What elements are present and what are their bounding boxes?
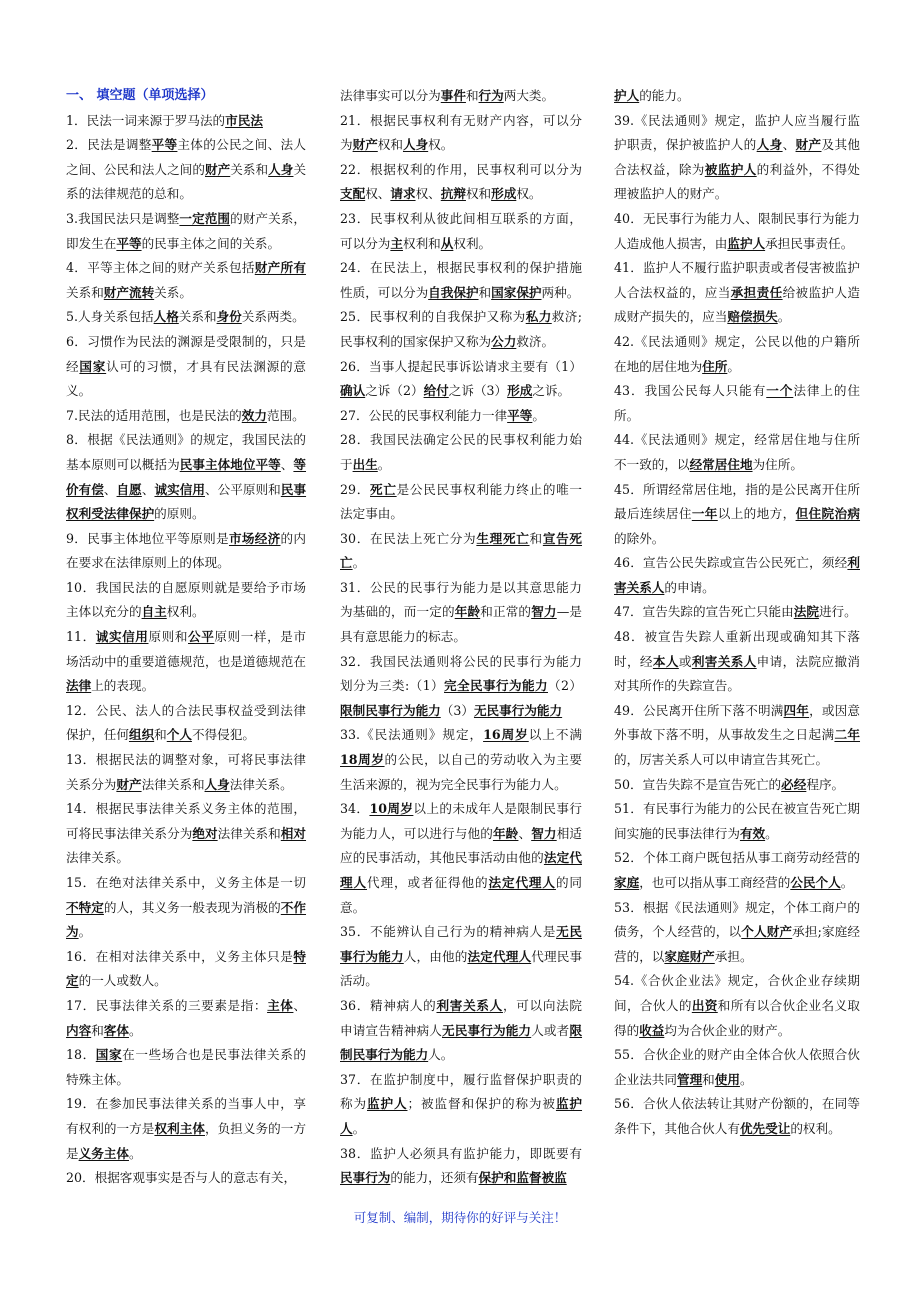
- answer-term: 人身: [402, 137, 429, 153]
- question-item: 55．合伙企业的财产由全体合伙人依照合伙企业法共同管理和使用。: [614, 1047, 860, 1087]
- question-item: 26．当事人提起民事诉讼请求主要有（1）确认之诉（2）给付之诉（3）形成之诉。: [340, 358, 582, 399]
- question-item: 25．民事权利的自我保护又称为私力救济;民事权利的国家保护又称为公力救济。: [340, 309, 583, 349]
- answer-term: 不作为: [66, 899, 307, 940]
- answer-term: 监护人: [367, 1096, 408, 1112]
- answer-term: 人身: [268, 161, 294, 177]
- question-item: 51．有民事行为能力的公民在被宣告死亡期间实施的民事法律行为有效。: [614, 801, 860, 841]
- answer-term: 死亡: [370, 481, 397, 497]
- question-item: 37．在监护制度中，履行监督保护职责的称为监护人；被监督和保护的称为被监护人。: [340, 1071, 583, 1136]
- question-item: 52．个体工商户既包括从事工商劳动经营的家庭，也可以指从事工商经营的公民个人。: [614, 850, 860, 890]
- answer-term: 形成: [507, 383, 533, 399]
- answer-term: 法定代理人: [488, 875, 556, 890]
- answer-term: 法院: [793, 604, 819, 620]
- question-item: 34．10周岁以上的未成年人是限制民事行为能力人，可以进行与他的年龄、智力相适应的民事活动，其他民事活动由他的法定代理人代理，或者征得他的法定代理人的同意。: [340, 801, 583, 915]
- answer-term: 主体: [267, 997, 294, 1013]
- answer-term: 抗辩: [440, 186, 466, 202]
- answer-term: 出生: [352, 456, 378, 472]
- question-item: 49．公民离开住所下落不明满四年，或因意外事故下落不明，从事故发生之日起满二年的，厉害关系人可以申请宣告其死亡。: [614, 702, 861, 768]
- answer-term: 监护人: [727, 235, 766, 251]
- answer-term: 客体: [103, 1022, 129, 1038]
- question-item: 31．公民的民事行为能力是以其意思能力为基础的，而一定的年龄和正常的智力—是具有意思能力的标志。: [340, 579, 583, 645]
- answer-term: 不特定: [66, 899, 104, 915]
- answer-term: 国家: [95, 1047, 123, 1063]
- answer-term: 管理: [676, 1071, 703, 1087]
- question-item: 18．国家在一些场合也是民事法律关系的特殊主体。: [66, 1047, 307, 1087]
- answer-term: 行为: [478, 88, 504, 103]
- answer-term: 等价有偿: [66, 456, 307, 497]
- question-item: 22．根据权利的作用，民事权利可以分为支配权、请求权、抗辩权和形成权。: [340, 161, 582, 202]
- answer-term: 市场经济: [228, 530, 281, 546]
- question-item: 30．在民法上死亡分为生理死亡和宣告死亡。: [340, 530, 583, 571]
- question-item: 43．我国公民每人只能有一个法律上的住所。: [614, 383, 861, 423]
- question-item: 38．监护人必须具有监护能力，即既要有民事行为的能力，还须有保护和监督被监: [340, 1145, 582, 1186]
- question-item: 7.民法的适用范围，也是民法的效力范围。: [66, 407, 305, 423]
- answer-term: 人身: [756, 137, 783, 153]
- column-1-items: [66, 109, 306, 1191]
- answer-term: 个人: [166, 727, 192, 743]
- question-item: 13．根据民法的调整对象，可将民事法律关系分为财产法律关系和人身法律关系。: [66, 752, 306, 792]
- answer-term: 财产: [795, 137, 822, 153]
- answer-term: 使用: [714, 1071, 740, 1087]
- answer-term: 法定代理人: [340, 850, 583, 890]
- question-item: 20．根据客观事实是否与人的意志有关，: [66, 1170, 297, 1186]
- column-3: [614, 84, 860, 1142]
- answer-term: 主: [390, 235, 403, 251]
- question-item: 46．宣告公民失踪或宣告公民死亡，须经利害关系人的申请。: [614, 555, 860, 595]
- question-item: 19．在参加民事法律关系的当事人中，享有权利的一方是权利主体，负担义务的一方是义务主体。: [66, 1096, 307, 1161]
- question-item: 14．根据民事法律关系义务主体的范围，可将民事法律关系分为绝对法律关系和相对法律关系。: [66, 801, 307, 866]
- question-item: 2．民法是调整平等主体的公民之间、法人之间、公民和法人之间的财产关系和人身关系的法律规范的总和。: [66, 137, 307, 202]
- answer-term: 监护人: [340, 1096, 583, 1136]
- question-item: 5.人身关系包括人格关系和身份关系两类。: [66, 309, 305, 325]
- question-item: 35．不能辨认自己行为的精神病人是无民事行为能力人，由他的法定代理人代理民事活动。: [340, 924, 583, 989]
- answer-term: 绝对: [192, 825, 218, 841]
- question-item: 40．无民事行为能力人、限制民事行为能力人造成他人损害，由监护人承担民事责任。: [614, 210, 860, 251]
- answer-term: 18周岁: [340, 752, 385, 768]
- answer-term: 智力: [531, 825, 557, 841]
- question-item: 39.《民法通则》规定，监护人应当履行监护职责，保护被监护人的人身、财产及其他合法权益，除为被监护人的利益外，不得处理被监护人的财产。: [614, 112, 861, 202]
- answer-term: 平等: [151, 137, 178, 153]
- answer-term: 国家: [79, 358, 107, 374]
- answer-term: 四年: [783, 702, 810, 718]
- answer-term: 确认: [340, 383, 366, 399]
- answer-term: 本人: [652, 653, 679, 669]
- answer-term: 赔偿损失: [727, 309, 778, 325]
- answer-term: 平等: [116, 235, 142, 251]
- question-item: 45．所谓经常居住地，指的是公民离开住所最后连续居住一年以上的地方，但住院治病的除外。: [614, 481, 861, 546]
- question-item: 41．监护人不履行监护职责或者侵害被监护人合法权益的，应当承担责任给被监护人造成财产损失的，应当赔偿损失。: [614, 260, 861, 325]
- answer-term: 法律: [66, 678, 92, 694]
- answer-term: 住所: [702, 358, 728, 374]
- answer-term: 自愿: [116, 481, 142, 497]
- column-2: [340, 84, 582, 1191]
- question-item: 44.《民法通则》规定，经常居住地与住所不一致的，以经常居住地为住所。: [614, 432, 860, 472]
- answer-term: 限制民事行为能力: [340, 702, 441, 718]
- question-item: 47．宣告失踪的宣告死亡只能由法院进行。: [614, 604, 857, 620]
- answer-term: 自主: [141, 604, 167, 620]
- answer-term: 给付: [423, 383, 449, 399]
- answer-term: 10周岁: [369, 801, 414, 817]
- answer-term: 宣告死亡: [340, 530, 583, 571]
- question-item: 33.《民法通则》规定，16周岁以上不满18周岁的公民，以自己的劳动收入为主要生活来源的，视为完全民事行为能力人。: [340, 727, 583, 792]
- question-item: 56．合伙人依法转让其财产份额的，在同等条件下，其他合伙人有优先受让的权利。: [614, 1096, 860, 1136]
- question-item: 48．被宣告失踪人重新出现或确知其下落时，经本人或利害关系人申请，法院应撤消对其所作的失踪宣告。: [614, 629, 861, 694]
- answer-term: 效力: [241, 407, 267, 423]
- question-item: 10．我国民法的自愿原则就是要给予市场主体以充分的自主权利。: [66, 579, 306, 620]
- question-item: 21．根据民事权利有无财产内容，可以分为财产权和人身权。: [340, 112, 582, 153]
- answer-term: 保护和监督被监: [478, 1170, 567, 1186]
- answer-term: 承担责任: [730, 284, 783, 300]
- question-item: 17．民事法律关系的三要素是指：主体、内容和客体。: [66, 997, 307, 1038]
- answer-term: 无民事行为能力: [473, 702, 563, 718]
- question-item: 16．在相对法律关系中，义务主体只是特定的一人或数人。: [66, 948, 306, 989]
- answer-term: 优先受让: [739, 1120, 791, 1136]
- answer-term: 诚实信用: [95, 629, 149, 645]
- section-heading: 一、 填空题（单项选择）: [66, 88, 214, 103]
- answer-term: 一定范围: [179, 210, 231, 226]
- answer-term: 16周岁: [483, 727, 529, 743]
- answer-term: 被监护人: [704, 161, 757, 177]
- answer-term: 事件: [440, 88, 466, 103]
- answer-term: 必经: [781, 776, 807, 792]
- question-item: 12．公民、法人的合法民事权益受到法律保护，任何组织和个人不得侵犯。: [66, 702, 306, 743]
- answer-term: 家庭: [614, 875, 640, 890]
- question-item: 27．公民的民事权利能力一律平等。: [340, 407, 545, 423]
- answer-term: 年龄: [492, 825, 519, 841]
- answer-term: 公力: [491, 333, 517, 349]
- answer-term: 利害关系人: [436, 997, 503, 1013]
- column-3-items: [614, 84, 860, 1142]
- answer-term: 支配: [340, 186, 366, 202]
- question-item: 6．习惯作为民法的渊源是受限制的，只是经国家认可的习惯，才具有民法渊源的意义。: [66, 333, 307, 399]
- answer-term: 财产所有: [254, 260, 307, 276]
- question-item: 1．民法一词来源于罗马法的市民法: [66, 112, 263, 128]
- answer-term: 生理死亡: [476, 530, 530, 546]
- answer-term: 个人财产: [741, 924, 793, 940]
- answer-term: 智力: [531, 604, 557, 620]
- answer-term: 利害关系人: [691, 653, 757, 669]
- answer-term: 人身: [204, 776, 230, 792]
- answer-term: 年龄: [454, 604, 481, 620]
- answer-term: 有效: [739, 825, 766, 841]
- answer-term: 平等: [507, 407, 533, 423]
- answer-term: 组织: [128, 727, 155, 743]
- answer-term: 家庭财产: [664, 948, 715, 964]
- answer-term: 二年: [834, 727, 861, 743]
- answer-term: 人格: [153, 309, 179, 325]
- answer-term: 护人: [614, 88, 640, 103]
- question-item: 54.《合伙企业法》规定，合伙企业存续期间，合伙人的出资和所有以合伙企业名义取得的收益均为合伙企业的财产。: [614, 973, 861, 1038]
- answer-term: 市民法: [225, 112, 263, 128]
- question-item: 53．根据《民法通则》规定，个体工商户的债务，个人经营的，以个人财产承担;家庭经营的，以家庭财产承担。: [614, 899, 861, 964]
- answer-term: 限制民事行为能力: [340, 1022, 583, 1063]
- answer-term: 身份: [216, 309, 242, 325]
- answer-term: 相对: [280, 825, 307, 841]
- answer-term: 财产: [352, 137, 378, 153]
- question-item: 50．宣告失踪不是宣告死亡的必经程序。: [614, 776, 845, 792]
- question-item: 4．平等主体之间的财产关系包括财产所有关系和财产流转关系。: [66, 260, 307, 300]
- answer-term: 出资: [691, 997, 718, 1013]
- answer-term: 财产: [204, 161, 231, 177]
- question-item: 3.我国民法只是调整一定范围的财产关系，即发生在平等的民事主体之间的关系。: [66, 210, 306, 251]
- question-item: 8．根据《民法通则》的规定，我国民法的基本原则可以概括为民事主体地位平等、等价有偿、自愿、诚实信用、公平原则和民事权利受法律保护的原则。: [66, 432, 307, 522]
- answer-term: 从: [440, 235, 454, 251]
- question-item: 28．我国民法确定公民的民事权利能力始于出生。: [340, 432, 582, 472]
- answer-term: 请求: [390, 186, 416, 202]
- answer-term: 民事权利受法律保护: [66, 481, 307, 522]
- question-item: 24．在民法上，根据民事权利的保护措施性质，可以分为自我保护和国家保护两种。: [340, 260, 582, 300]
- answer-term: 义务主体: [78, 1145, 129, 1161]
- answer-term: 法定代理人: [467, 948, 532, 964]
- answer-term: 私力: [525, 309, 552, 325]
- question-item: 36．精神病人的利害关系人，可以向法院申请宣告精神病人无民事行为能力人或者限制民事行为能力人。: [340, 997, 583, 1063]
- answer-term: 内容: [66, 1022, 92, 1038]
- question-item: 23．民事权利从彼此间相互联系的方面，可以分为主权利和从权利。: [340, 210, 582, 251]
- answer-term: 民事主体地位平等: [179, 456, 281, 472]
- question-item: 法律事实可以分为事件和行为两大类。: [340, 88, 555, 103]
- answer-term: 但住院治病: [795, 506, 861, 522]
- answer-term: 自我保护: [428, 284, 479, 300]
- answer-term: 特定: [66, 948, 306, 989]
- answer-term: 民事行为: [340, 1170, 391, 1186]
- question-item: 29．死亡是公民民事权利能力终止的唯一法定事由。: [340, 481, 583, 522]
- answer-term: 无民事行为能力: [340, 924, 582, 964]
- answer-term: 无民事行为能力: [441, 1022, 532, 1038]
- question-item: 11．诚实信用原则和公平原则一样，是市场活动中的重要道德规范，也是道德规范在法律上的表现。: [66, 629, 307, 694]
- answer-term: 一个: [766, 383, 794, 399]
- answer-term: 国家保护: [491, 284, 542, 300]
- answer-term: 一年: [691, 506, 718, 522]
- answer-term: 公民个人: [790, 875, 841, 890]
- column-1: [66, 84, 306, 1191]
- footer-note: 可复制、编制，期待你的好评与关注！: [353, 1210, 567, 1225]
- answer-term: 经常居住地: [689, 456, 753, 472]
- question-item: 15．在绝对法律关系中，义务主体是一切不特定的人，其义务一般表现为消极的不作为。: [66, 875, 307, 940]
- answer-term: 完全民事行为能力: [444, 678, 548, 694]
- question-item: 42.《民法通则》规定，公民以他的户籍所在地的居住地为住所。: [614, 333, 860, 374]
- answer-term: 利害关系人: [614, 555, 860, 595]
- answer-term: 财产流转: [103, 284, 155, 300]
- answer-term: 财产: [116, 776, 142, 792]
- column-2-items: [340, 84, 582, 1191]
- answer-term: 诚实信用: [154, 481, 206, 497]
- answer-term: 收益: [639, 1022, 665, 1038]
- question-item: 9．民事主体地位平等原则是市场经济的内在要求在法律原则上的体现。: [66, 530, 307, 571]
- question-item: 32．我国民法通则将公民的民事行为能力划分为三类:（1）完全民事行为能力（2）限制民事行为能力（3）无民事行为能力: [340, 653, 583, 718]
- answer-term: 公平: [188, 629, 215, 645]
- answer-term: 形成: [491, 186, 517, 202]
- answer-term: 权利主体: [154, 1120, 205, 1136]
- question-item: 护人的能力。: [614, 88, 690, 103]
